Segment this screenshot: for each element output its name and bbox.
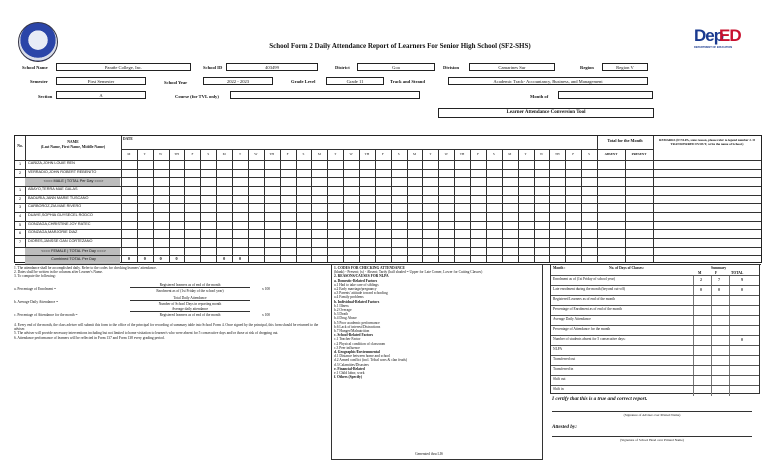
individual-item: b.4 Drug Abuse bbox=[334, 316, 357, 321]
summary-row-label: Late enrolment during the month (beyond cut-off) bbox=[553, 287, 625, 291]
day-header: F bbox=[477, 152, 479, 156]
row-number: 2 bbox=[18, 170, 22, 175]
row-number: 2 bbox=[18, 196, 22, 201]
name-header: NAME (Last Name, First Name, Middle Name) bbox=[40, 140, 106, 149]
summary-row-label: Shift out bbox=[553, 377, 566, 381]
reasons-title: 2. REASONS/CAUSES FOR NLPA bbox=[334, 274, 389, 279]
semester-field[interactable]: First Semester bbox=[56, 77, 146, 85]
summary-row-female: 0 bbox=[718, 288, 720, 292]
absent-header: ABSENT bbox=[604, 152, 618, 156]
day-header: M bbox=[222, 152, 226, 156]
present-header: PRESENT bbox=[631, 152, 647, 156]
day-header: W bbox=[254, 152, 258, 156]
school-name-field[interactable]: Parañe College, Inc. bbox=[56, 63, 191, 71]
grid-hline bbox=[15, 221, 761, 222]
pct-enrolment-numerator: Registered learners as of end of the month bbox=[130, 283, 250, 288]
summary-row-label: Average Daily Attendance bbox=[553, 317, 591, 321]
guidelines bbox=[14, 266, 319, 279]
pct-attendance-label: c. Percentage of Attendance for the month = bbox=[14, 313, 78, 317]
row-number: 1 bbox=[18, 162, 22, 166]
grid-vline bbox=[169, 149, 170, 262]
row-number: 1 bbox=[18, 188, 22, 192]
district-field[interactable]: Goa bbox=[357, 63, 435, 71]
individual-item: b.1 Illness bbox=[334, 303, 349, 308]
guideline-2: 2. Dates shall be written in the columns after Learner's Name. bbox=[14, 270, 103, 275]
grid-vline bbox=[597, 136, 598, 262]
day-header: F bbox=[572, 152, 575, 156]
individual-item: b.6 Lack of interest/Distractions bbox=[334, 324, 381, 329]
grid-hline bbox=[15, 169, 761, 170]
grid-hline bbox=[15, 177, 761, 178]
course-label: Course (for TVL only) bbox=[175, 94, 219, 99]
summary-row-label: Percentage of Attendance for the month bbox=[553, 327, 611, 331]
grid-vline bbox=[565, 149, 566, 262]
grid-vline bbox=[343, 149, 344, 262]
summary-row bbox=[551, 295, 759, 305]
school-year-label: School Year bbox=[164, 80, 188, 85]
domestic-item: a.4 Family problems bbox=[334, 295, 364, 300]
school-name-label: School Name bbox=[22, 65, 48, 70]
school-year-field[interactable]: 2022 - 2023 bbox=[203, 77, 273, 85]
codes-panel bbox=[331, 264, 543, 460]
pct-attendance-denominator: Registered learners as of end of the month bbox=[159, 313, 221, 317]
grid-hline bbox=[15, 229, 761, 230]
other-factors: f. Others (Specify) bbox=[334, 375, 363, 380]
individual-item: b.5 Poor academic performance bbox=[334, 320, 380, 325]
day-header: M bbox=[413, 152, 417, 156]
grid-vline bbox=[502, 149, 503, 262]
codes-title: 1. CODES FOR CHECKING ATTENDANCE bbox=[334, 266, 405, 270]
certify-text: I certify that this is a true and correct report. bbox=[552, 396, 648, 402]
individual-item: b.3 Death bbox=[334, 312, 348, 317]
grid-hline bbox=[15, 212, 761, 213]
learner-name: ABAYO,TERRA MAE GALAS bbox=[28, 187, 78, 191]
course-field[interactable] bbox=[230, 91, 420, 99]
summary-col-divider bbox=[711, 386, 712, 396]
row-number: 7 bbox=[18, 240, 22, 244]
day-header: T bbox=[524, 152, 527, 156]
grid-hline bbox=[15, 238, 761, 239]
grid-vline bbox=[375, 149, 376, 262]
day-header: TH bbox=[269, 152, 274, 156]
school-item: c.3 Peer influence bbox=[334, 345, 360, 350]
remarks-header: REMARKS (If NLPA, state reason, please refer to legend number 2. If TRANSFERRED IN/OUT, write the name of School.) bbox=[659, 138, 755, 146]
grid-vline bbox=[534, 149, 535, 262]
day-header: TH bbox=[174, 152, 179, 156]
conversion-tool-button[interactable]: Learner Attendance Conversion Tool bbox=[438, 108, 654, 118]
adviser-signature-line: (Signature of Adviser over Printed Name) bbox=[552, 411, 752, 417]
pct-enrolment-denominator: Enrolment as of (1st Friday of the school year) bbox=[156, 289, 224, 293]
day-header: W bbox=[349, 152, 353, 156]
summary-row-male: 2 bbox=[700, 278, 702, 282]
pct-attendance-x100: x 100 bbox=[262, 313, 271, 317]
day-header: S bbox=[492, 152, 495, 156]
ada-label: b. Average Daily Attendance = bbox=[14, 300, 59, 304]
grid-vline bbox=[422, 149, 423, 262]
grid-vline bbox=[137, 149, 138, 262]
summary-row-total: 9 bbox=[741, 278, 743, 282]
grid-hline bbox=[15, 160, 761, 161]
day-header: S bbox=[397, 152, 400, 156]
codes-blank: (blank) - Present; (x) - Absent; Tardy (half shaded = Upper for Late Comer, Lower for Cutting Classes) bbox=[334, 270, 483, 275]
attendance-table bbox=[14, 135, 762, 263]
grid-vline bbox=[264, 149, 265, 262]
guideline-3: 3. To compute the following: bbox=[14, 274, 56, 279]
day-header: T bbox=[429, 152, 432, 156]
day-header: S bbox=[302, 152, 305, 156]
summary-row bbox=[551, 345, 759, 355]
geo-item: d.1 Distance between home and school bbox=[334, 354, 391, 359]
row-number: 3 bbox=[18, 205, 22, 210]
summary-row-female: 7 bbox=[718, 278, 720, 282]
region-field[interactable]: Region V bbox=[602, 63, 648, 71]
deped-logo-dep: Dep bbox=[694, 26, 724, 45]
summary-days-label: No. of Days of Classes: bbox=[609, 266, 644, 270]
school-item: c.2 Physical condition of classroom bbox=[334, 341, 386, 346]
month-label: Month of bbox=[530, 94, 549, 99]
day-header: M bbox=[508, 152, 512, 156]
grid-vline bbox=[327, 149, 328, 262]
individual-item: b.7 Hunger/Malnutrition bbox=[334, 329, 370, 334]
ada-numerator: Total Daily Attendance bbox=[130, 296, 250, 301]
deped-logo bbox=[694, 24, 754, 54]
summary-row bbox=[551, 375, 759, 385]
learner-name: BADURIA,JANN MARIE TUSCANO bbox=[28, 195, 89, 200]
grid-hline bbox=[15, 195, 761, 196]
section-label: Section bbox=[38, 94, 53, 99]
geo-item: d.2 Armed conflict (incl. Tribal wars & clan feuds) bbox=[334, 358, 408, 363]
summary-title: Summary bbox=[711, 266, 727, 270]
grid-vline bbox=[653, 136, 654, 262]
summary-row-total: 0 bbox=[741, 338, 743, 342]
domestic-item: a.3 Parents' attitude toward schooling bbox=[334, 291, 388, 296]
learner-name: VERRADIO,JOHN ROBERT REBENITO bbox=[28, 169, 97, 174]
combined-total-value: 0 bbox=[127, 256, 130, 262]
combined-total-value: 0 bbox=[175, 256, 178, 262]
grid-vline bbox=[248, 149, 249, 262]
grid-vline bbox=[359, 149, 360, 262]
grid-vline bbox=[470, 149, 471, 262]
month-field[interactable] bbox=[558, 91, 653, 99]
school-id-field[interactable]: 403499 bbox=[226, 63, 318, 71]
district-label: District bbox=[335, 65, 350, 70]
deped-logo-sub: DEPARTMENT OF EDUCATION bbox=[694, 46, 733, 49]
guideline-6: 6. Attendance performance of learners will be reflected in Form 137 and Form 138 every grading period. bbox=[14, 335, 165, 340]
grid-vline bbox=[280, 149, 281, 262]
day-header: W bbox=[159, 152, 163, 156]
day-header: T bbox=[334, 152, 337, 156]
pct-attendance-numerator: Average daily attendance bbox=[130, 307, 250, 312]
financial-item: e.1 Child labor, work bbox=[334, 371, 365, 376]
grid-vline bbox=[232, 149, 233, 262]
guideline-1: 1. The attendance shall be accomplished daily. Refer to the codes for checking learners' attendance. bbox=[14, 266, 157, 270]
summary-row bbox=[551, 275, 759, 285]
grade-level-field[interactable]: Grade 11 bbox=[326, 77, 384, 85]
grid-vline bbox=[216, 149, 217, 262]
summary-row-label: NLPA bbox=[553, 347, 563, 351]
learner-name: DIORES,JANSSE OAN CORTEZANO bbox=[28, 239, 93, 243]
grid-vline bbox=[486, 149, 487, 262]
total-per-day-label: Combined TOTAL Per Day bbox=[51, 257, 96, 262]
grid-vline bbox=[518, 149, 519, 262]
grid-vline bbox=[581, 149, 582, 262]
summary-row-label: Registered Learners as of end of the month bbox=[553, 297, 615, 301]
region-label: Region bbox=[580, 65, 594, 70]
grid-hline bbox=[15, 247, 761, 248]
generated-thru-lis: Generated thru LIS bbox=[415, 452, 443, 456]
combined-total-value: 0 bbox=[223, 256, 226, 262]
learner-name: CARBOROZ,ZIA MAE RIVERO bbox=[28, 204, 82, 209]
financial-factors: e. Financial-Related bbox=[334, 366, 365, 371]
day-header: TH bbox=[555, 152, 560, 156]
combined-total-value: 0 bbox=[238, 256, 242, 262]
learner-name: CAÑIZA,JOHN LOUIE REN bbox=[28, 161, 75, 165]
day-header: F bbox=[381, 152, 384, 156]
deped-seal-logo bbox=[18, 22, 58, 62]
summary-row bbox=[551, 325, 759, 335]
form-title: School Form 2 Daily Attendance Report of Learners For Senior High School (SF2-SHS) bbox=[269, 42, 531, 50]
summary-row-label: Percentage of Enrolment as of end of the month bbox=[553, 307, 622, 311]
combined-total-value: 0 bbox=[143, 256, 146, 262]
learner-name: GONZAGA,CHRISTINE JOY RATEC bbox=[28, 221, 91, 226]
deped-logo-ed: ED bbox=[719, 26, 741, 45]
guidelines-more bbox=[14, 323, 326, 340]
summary-row-total: 0 bbox=[741, 288, 743, 292]
geo-item: d.3 Calamities/Disasters bbox=[334, 362, 369, 367]
domestic-item: a.2 Early marriage/pregnancy bbox=[334, 287, 377, 292]
school-head-signature-line: (Signature of School Head over Printed Name) bbox=[552, 436, 752, 442]
grid-vline bbox=[296, 149, 297, 262]
ada-denominator: Number of School Days in reporting month bbox=[158, 302, 222, 306]
school-factors: c. School-Related Factors bbox=[334, 333, 374, 338]
row-number: 5 bbox=[18, 222, 22, 227]
summary-row bbox=[551, 315, 759, 325]
summary-row bbox=[551, 385, 759, 395]
day-header: M bbox=[127, 152, 131, 156]
grid-hline bbox=[15, 203, 761, 204]
domestic-item: a.1 Had to take care of siblings bbox=[334, 282, 379, 287]
grid-vline bbox=[25, 136, 26, 262]
grid-vline bbox=[153, 149, 154, 262]
geo-factors: d. Geographic/Environmental bbox=[334, 350, 380, 355]
division-field[interactable]: Camarines Sur bbox=[469, 63, 555, 71]
summary-row-male: 0 bbox=[700, 288, 702, 292]
total-per-day-label: <=== FEMALE | TOTAL Per Day ===> bbox=[41, 248, 106, 253]
date-header: DATE bbox=[123, 137, 133, 141]
summary-row bbox=[551, 305, 759, 315]
day-header: W bbox=[444, 152, 448, 156]
day-header: TH bbox=[459, 152, 465, 156]
grade-level-label: Grade Level bbox=[291, 79, 316, 84]
summary-row bbox=[551, 285, 759, 295]
summary-row bbox=[551, 335, 759, 345]
semester-label: Semester bbox=[30, 79, 48, 84]
attested-by: Attested by: bbox=[552, 424, 577, 430]
grid-hline bbox=[15, 186, 761, 187]
row-number: 6 bbox=[18, 231, 22, 236]
summary-row bbox=[551, 365, 759, 375]
grid-vline bbox=[121, 136, 122, 262]
summary-total-header: TOTAL bbox=[731, 271, 744, 275]
pct-enrolment-x100: x 100 bbox=[262, 287, 271, 291]
combined-total-value: 0 bbox=[159, 256, 162, 262]
summary-row-label: Number of students absent for 5 consecutive days: bbox=[553, 337, 626, 341]
grid-vline bbox=[391, 149, 392, 262]
track-strand-label: Track and Strand bbox=[390, 79, 425, 84]
school-id-label: School ID bbox=[203, 65, 223, 70]
day-header: W bbox=[539, 152, 544, 156]
summary-row-label: Transferred in bbox=[553, 367, 574, 371]
total-month-header: Total for the Month bbox=[607, 138, 643, 143]
day-header: T bbox=[143, 152, 146, 156]
individual-factors: b. Individual-Related Factors bbox=[334, 299, 380, 304]
day-header: S bbox=[207, 152, 210, 156]
learner-name: DUAYE,SOPHIA GUYSECEL RODCO bbox=[28, 213, 93, 217]
total-per-day-label: <=== MALE | TOTAL Per Day ===> bbox=[43, 179, 104, 184]
grid-hline bbox=[597, 149, 653, 150]
guideline-4: 4. Every end of the month, the class adviser will submit this form to the office of the principal for recording of summary table into School Form 4. Once signed by the principal, this form should be returned to the adviser. bbox=[14, 323, 319, 332]
grid-hline bbox=[121, 149, 597, 150]
summary-row bbox=[551, 355, 759, 365]
grid-vline bbox=[407, 149, 408, 262]
learner-name: GONZAGA,MARJORIE DIAZ bbox=[28, 230, 78, 235]
grid-vline bbox=[438, 149, 439, 262]
day-header: TH bbox=[364, 152, 370, 156]
individual-item: b.2 Overage bbox=[334, 308, 352, 313]
summary-row-label: Transferred out bbox=[553, 357, 576, 361]
section-field[interactable]: A bbox=[56, 91, 146, 99]
summary-f-header: F bbox=[715, 271, 718, 275]
pct-enrolment-label: a. Percentage of Enrolment = bbox=[14, 287, 57, 291]
day-header: F bbox=[191, 152, 194, 156]
division-label: Division bbox=[443, 65, 460, 70]
grid-vline bbox=[311, 149, 312, 262]
summary-row-label: Shift in bbox=[553, 387, 564, 391]
domestic-factors: a. Domestic-Related Factors bbox=[334, 278, 378, 283]
summary-m-header: M bbox=[698, 271, 702, 275]
day-header: S bbox=[588, 152, 590, 156]
summary-col-divider bbox=[693, 386, 694, 396]
no-header: No. bbox=[17, 144, 23, 148]
guideline-5: 5. The adviser will provide necessary interventions including but not limited to home visitation to learner/s who were absent for 5 consecutive days and/or those at risk of dropping out. bbox=[14, 331, 279, 336]
school-item: c.1 Teacher Factor bbox=[334, 337, 361, 342]
track-strand-field[interactable]: Academic Track- Accountancy, Business, and Management bbox=[448, 77, 648, 85]
day-header: M bbox=[317, 152, 321, 156]
summary-col-divider bbox=[729, 386, 730, 396]
row-number: 4 bbox=[18, 214, 22, 218]
grid-vline bbox=[200, 149, 201, 262]
grid-vline bbox=[625, 149, 626, 262]
summary-panel bbox=[550, 264, 760, 394]
day-header: F bbox=[286, 152, 289, 156]
grid-vline bbox=[454, 149, 455, 262]
summary-month-label: Month : bbox=[553, 266, 566, 270]
day-header: T bbox=[238, 152, 242, 156]
summary-row-label: Enrolment as of (1st Friday of school year) bbox=[553, 277, 615, 281]
grid-vline bbox=[184, 149, 185, 262]
grid-vline bbox=[549, 149, 550, 262]
